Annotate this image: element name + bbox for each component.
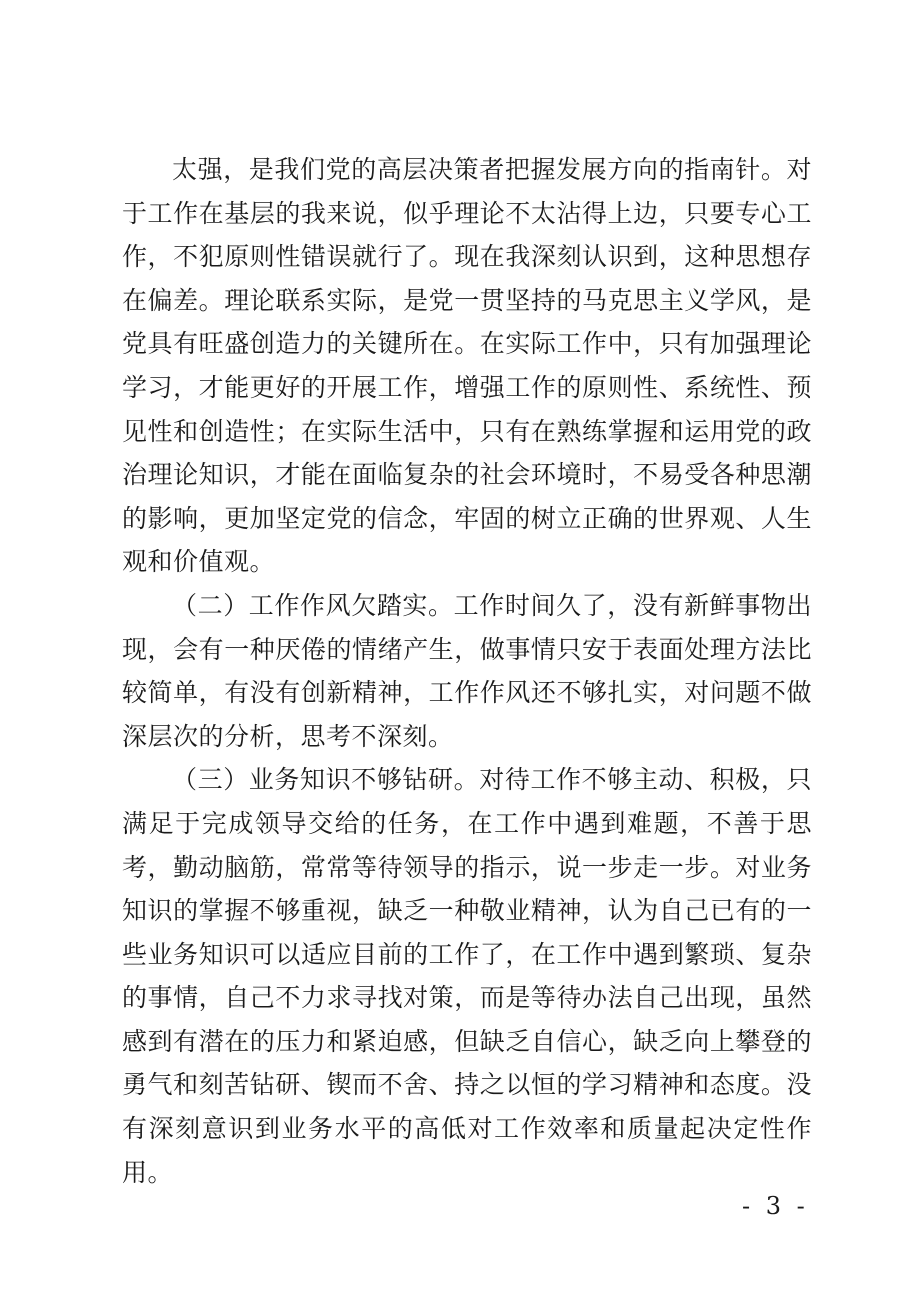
page-number: - 3 - <box>742 1192 809 1220</box>
paragraph-continuation: 太强，是我们党的高层决策者把握发展方向的指南针。对于工作在基层的我来说，似乎理论不太沾得上边，只要专心工作，不犯原则性错误就行了。现在我深刻认识到，这种思想存在偏差。理论联系实际，是党一贯坚持的马克思主义学风，是党具有旺盛创造力的关键所在。在实际工作中，只有加强理论学习，才能更好的开展工作，增强工作的原则性、系统性、预见性和创造性；在实际生活中，只有在熟练掌握和运用党的政治理论知识，才能在面临复杂的社会环境时，不易受各种思潮的影响，更加坚定党的信念，牢固的树立正确的世界观、人生观和价值观。 <box>122 155 812 577</box>
paragraph-work-style: （二）工作作风欠踏实。工作时间久了，没有新鲜事物出现，会有一种厌倦的情绪产生，做事情只安于表面处理方法比较简单，有没有创新精神，工作作风还不够扎实，对问题不做深层次的分析，思考不深刻。 <box>122 590 812 751</box>
body-text <box>122 148 812 1194</box>
paragraph-business-knowledge: （三）业务知识不够钻研。对待工作不够主动、积极，只满足于完成领导交给的任务，在工作中遇到难题，不善于思考，勤动脑筋，常常等待领导的指示，说一步走一步。对业务知识的掌握不够重视，缺乏一种敬业精神，认为自己已有的一些业务知识可以适应目前的工作了，在工作中遇到繁琐、复杂的事情，自己不力求寻找对策，而是等待办法自己出现，虽然感到有潜在的压力和紧迫感，但缺乏自信心，缺乏向上攀登的勇气和刻苦钻研、锲而不舍、持之以恒的学习精神和态度。没有深刻意识到业务水平的高低对工作效率和质量起决定性作用。 <box>122 765 812 1187</box>
